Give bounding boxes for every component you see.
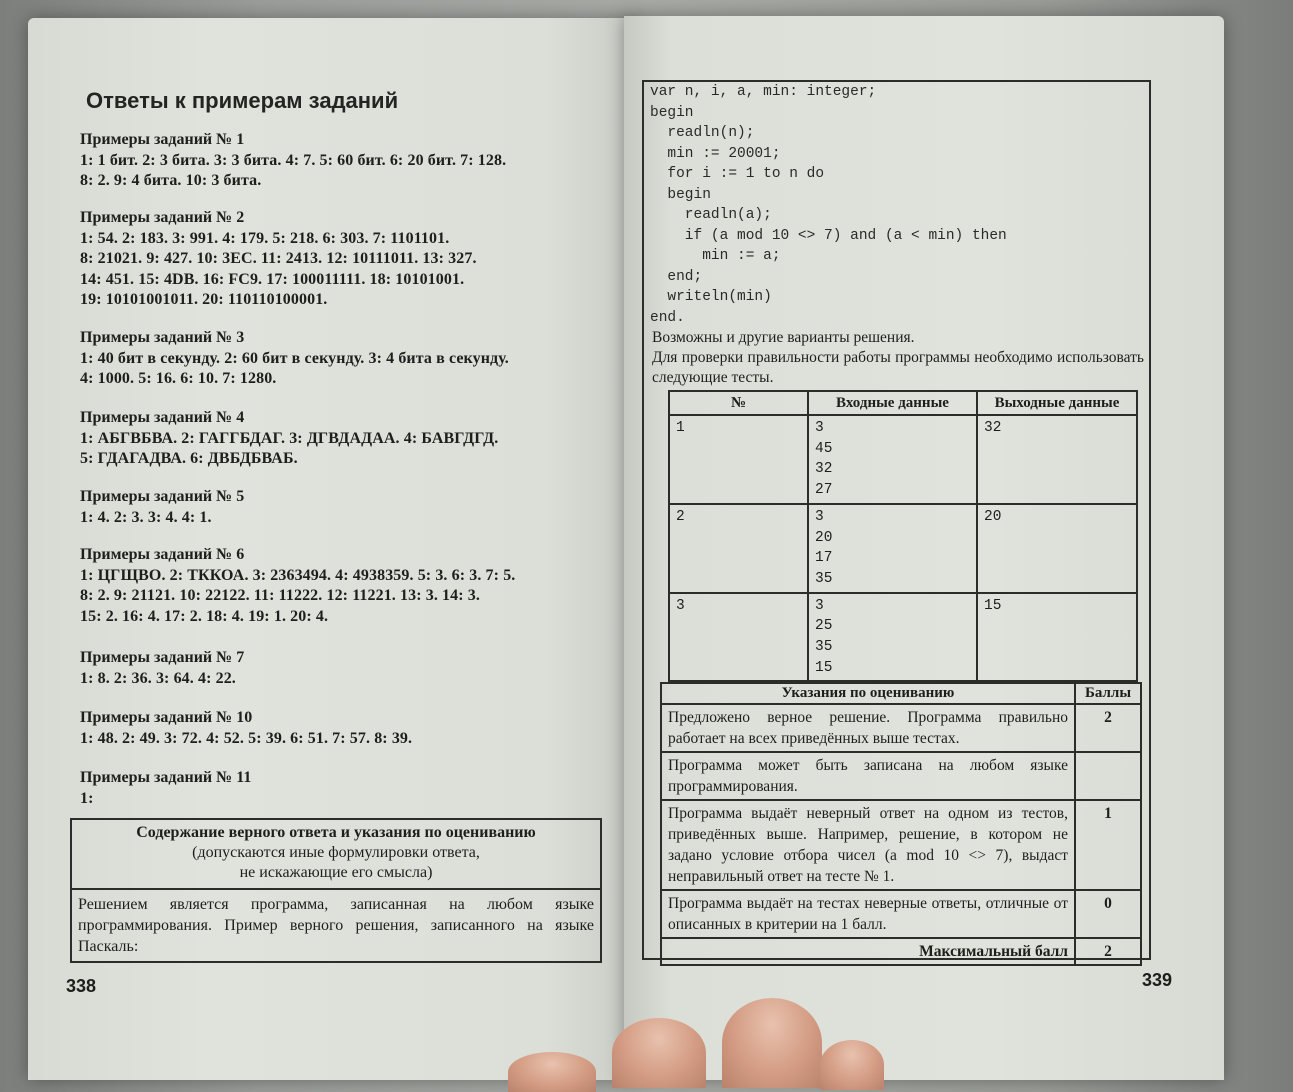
column-header: Входные данные bbox=[808, 391, 977, 415]
answer-line: 8: 21021. 9: 427. 10: 3EC. 11: 2413. 12: 10111011. 13: 327. bbox=[80, 250, 477, 267]
test-number: 3 bbox=[669, 593, 808, 682]
table-row bbox=[669, 593, 1137, 682]
input-value: 32 bbox=[815, 461, 833, 478]
column-header: Выходные данные bbox=[977, 391, 1137, 415]
table-row bbox=[669, 504, 1137, 593]
answers-section-11 bbox=[80, 768, 600, 809]
answer-line: 1: 54. 2: 183. 3: 991. 4: 179. 5: 218. 6: 303. 7: 1101101. bbox=[80, 229, 450, 247]
answer-line: 1: 1 бит. 2: 3 бита. 3: 3 бита. 4: 7. 5: 60 бит. 6: 20 бит. 7: 128. bbox=[80, 151, 507, 169]
right-page bbox=[624, 16, 1224, 1080]
input-value: 3 bbox=[815, 420, 824, 436]
page-number: 338 bbox=[66, 976, 97, 996]
input-value: 20 bbox=[815, 529, 833, 546]
criterion-points: 0 bbox=[1075, 890, 1141, 938]
section-heading: Примеры заданий № 1 bbox=[80, 131, 245, 148]
table-row bbox=[669, 415, 1137, 504]
answers-section-5 bbox=[80, 487, 600, 528]
input-value: 25 bbox=[815, 618, 833, 635]
table-row bbox=[661, 704, 1141, 752]
page-title: Ответы к примерам заданий bbox=[86, 88, 399, 113]
solution-frame bbox=[642, 80, 1151, 960]
test-number: 1 bbox=[669, 415, 808, 504]
answer-line: 14: 451. 15: 4DB. 16: FC9. 17: 100011111. 18: 10101001. bbox=[80, 270, 465, 288]
section-heading: Примеры заданий № 4 bbox=[80, 409, 245, 426]
section-heading: Примеры заданий № 6 bbox=[80, 546, 245, 563]
input-value: 35 bbox=[815, 570, 833, 587]
answer-line: 4: 1000. 5: 16. 6: 10. 7: 1280. bbox=[80, 370, 277, 387]
section-heading: Примеры заданий № 3 bbox=[80, 329, 245, 346]
test-input bbox=[808, 504, 977, 593]
finger bbox=[508, 1052, 596, 1092]
answer-box-header bbox=[72, 820, 600, 890]
test-input bbox=[808, 593, 977, 682]
criterion-text: Программа выдаёт на тестах неверные ответы, отличные от описанных в критерии на 1 балл. bbox=[661, 890, 1075, 938]
criterion-points bbox=[1075, 752, 1141, 800]
input-value: 3 bbox=[815, 597, 824, 614]
answer-line: 1: ЦГЩВО. 2: ТККОА. 3: 2363494. 4: 4938359. 5: 3. 6: 3. 7: 5. bbox=[80, 566, 516, 584]
criterion-points: 1 bbox=[1075, 800, 1141, 890]
answer-box-body: Решением является программа, записанная на любом языке программирования. Пример верного решения, записанного на языке Паскаль: bbox=[78, 896, 594, 955]
input-value: 35 bbox=[815, 639, 833, 656]
answer-line: 1: 4. 2: 3. 3: 4. 4: 1. bbox=[80, 508, 212, 526]
max-score-label: Максимальный балл bbox=[661, 938, 1075, 965]
answer-line: 19: 10101001011. 20: 110110100001. bbox=[80, 291, 328, 308]
answer-line: 1: 8. 2: 36. 3: 64. 4: 22. bbox=[80, 669, 236, 687]
finger bbox=[612, 1018, 706, 1088]
criterion-text: Программа выдаёт неверный ответ на одном из тестов, приведённых выше. Например, решение, в котором не задано условие отбора чисел (a mod 10 <> 7), выдаст неправильный ответ на тесте № 1. bbox=[661, 800, 1075, 890]
note-variants: Возможны и другие варианты решения. bbox=[652, 329, 915, 346]
column-header: № bbox=[669, 391, 808, 415]
column-header: Баллы bbox=[1075, 683, 1141, 704]
answers-section-7 bbox=[80, 648, 600, 689]
input-value: 15 bbox=[815, 659, 833, 676]
criterion-text: Программа может быть записана на любом языке программирования. bbox=[661, 752, 1075, 800]
answer-box bbox=[70, 818, 602, 963]
table-header-row bbox=[669, 391, 1137, 415]
criterion-text: Предложено верное решение. Программа правильно работает на всех приведённых выше тестах. bbox=[661, 704, 1075, 752]
left-page bbox=[28, 18, 636, 1080]
test-output: 20 bbox=[977, 504, 1137, 593]
answer-box-subtitle: (допускаются иные формулировки ответа, bbox=[192, 844, 480, 861]
section-heading: Примеры заданий № 7 bbox=[80, 649, 245, 666]
table-row-max bbox=[661, 938, 1141, 965]
input-value: 17 bbox=[815, 550, 833, 567]
test-output: 32 bbox=[977, 415, 1137, 504]
criteria-table bbox=[660, 682, 1142, 966]
answer-line: 5: ГДАГАДВА. 6: ДВБДБВАБ. bbox=[80, 450, 298, 467]
answer-line: 15: 2. 16: 4. 17: 2. 18: 4. 19: 1. 20: 4. bbox=[80, 607, 329, 625]
test-output: 15 bbox=[977, 593, 1137, 682]
table-header-row bbox=[661, 683, 1141, 704]
finger bbox=[722, 998, 822, 1088]
criterion-points: 2 bbox=[1075, 704, 1141, 752]
test-number: 2 bbox=[669, 504, 808, 593]
answers-section-4 bbox=[80, 408, 600, 470]
section-heading: Примеры заданий № 2 bbox=[80, 209, 245, 226]
section-heading: Примеры заданий № 11 bbox=[80, 769, 252, 786]
answer-line: 8: 2. 9: 21121. 10: 22122. 11: 11222. 12: 11221. 13: 3. 14: 3. bbox=[80, 587, 480, 604]
page-number: 339 bbox=[1142, 970, 1173, 990]
test-input bbox=[808, 415, 977, 504]
answers-section-2 bbox=[80, 208, 600, 311]
section-heading: Примеры заданий № 5 bbox=[80, 488, 245, 505]
answer-line: 1: АБГВБВА. 2: ГАГГБДАГ. 3: ДГВДАДАА. 4: БАВГДГД. bbox=[80, 429, 499, 447]
finger bbox=[820, 1040, 884, 1090]
answer-line: 1: bbox=[80, 789, 94, 807]
answers-section-3 bbox=[80, 328, 600, 390]
answers-section-6 bbox=[80, 545, 600, 627]
answers-section-10 bbox=[80, 708, 600, 749]
table-row bbox=[661, 752, 1141, 800]
input-value: 3 bbox=[815, 508, 824, 525]
answers-section-1 bbox=[80, 130, 600, 192]
max-score-value: 2 bbox=[1075, 938, 1141, 965]
answer-box-title: Содержание верного ответа и указания по оцениванию bbox=[136, 824, 536, 841]
answer-line: 1: 40 бит в секунду. 2: 60 бит в секунду. 3: 4 бита в секунду. bbox=[80, 349, 509, 367]
section-heading: Примеры заданий № 10 bbox=[80, 709, 253, 726]
pascal-code: var n, i, a, min: integer; begin readln(n); min := 20001; for i := 1 to n do begin readln(a); if (a mod 10 <> 7) and (a < min) then min := a; end; writeln(min) end. bbox=[650, 84, 1007, 326]
answer-box-subtitle: не искажающие его смысла) bbox=[239, 864, 433, 881]
note-tests: Для проверки правильности работы программы необходимо использовать следующие тесты. bbox=[652, 349, 1144, 386]
input-value: 45 bbox=[815, 440, 833, 457]
column-header: Указания по оцениванию bbox=[661, 683, 1075, 704]
table-row bbox=[661, 800, 1141, 890]
input-value: 27 bbox=[815, 482, 833, 499]
table-row bbox=[661, 890, 1141, 938]
answer-line: 1: 48. 2: 49. 3: 72. 4: 52. 5: 39. 6: 51. 7: 57. 8: 39. bbox=[80, 729, 413, 747]
tests-table bbox=[668, 390, 1138, 682]
answer-line: 8: 2. 9: 4 бита. 10: 3 бита. bbox=[80, 172, 262, 189]
